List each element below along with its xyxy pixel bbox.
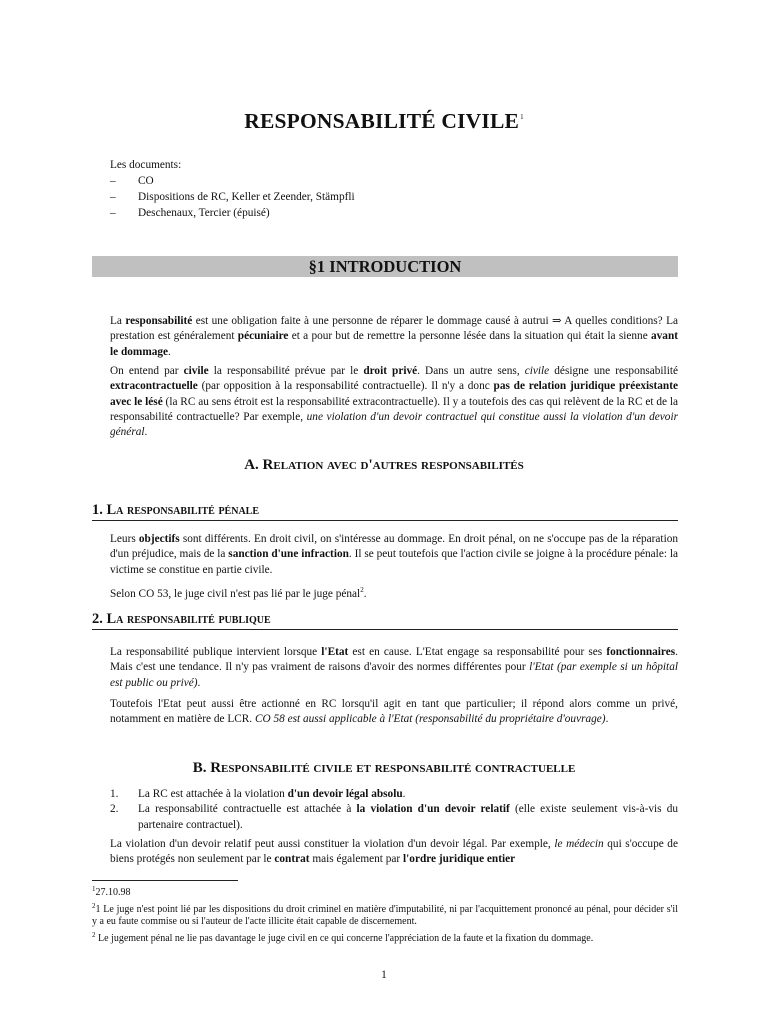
footnote-1: $^1$27.10.98 bbox=[92, 885, 131, 898]
section-banner-introduction: §1 INTRODUCTION bbox=[92, 256, 678, 277]
footnote-ref[interactable]: 2 bbox=[360, 586, 364, 594]
publique-paragraph-1: La responsabilité publique intervient lorsque l'Etat est en cause. L'Etat engage sa responsabilité pour ses fonctionnaires. Mais c'est une tendance. Il n'y pas vraiment de raisons d'avoir des normes différentes pour l'Etat (par exemple si un hôpital est public ou privé). bbox=[110, 646, 678, 689]
penale-paragraph-1: Leurs objectifs sont différents. En droit civil, on s'intéresse au dommage. En droit pénal, on ne s'occupe pas de la réparation d'un préjudice, mais de la sanction d'une infraction. Il se peut toutefois que l'action civile se joigne à la procédure pénale: la victime se constitue en partie civile. bbox=[110, 533, 679, 576]
list-item: 2. La responsabilité contractuelle est attachée à la violation d'un devoir relatif (elle existe seulement vis-à-vis du partenaire contractuel). bbox=[110, 803, 678, 831]
list-item: – CO bbox=[110, 175, 154, 187]
heading-a-relations: A. Relation avec d'autres responsabilités bbox=[244, 457, 524, 473]
footnote-separator bbox=[92, 880, 238, 881]
list-item: – Dispositions de RC, Keller et Zeender, Stämpfli bbox=[110, 191, 355, 203]
footnotes bbox=[92, 883, 678, 945]
intro-paragraph-2: On entend par civile la responsabilité prévue par le droit privé. Dans un autre sens, civile désigne une responsabilité extracontractuelle (par opposition à la responsabilité contractuelle). Il n'y a donc pas de relation juridique préexistante avec le lésé (la RC au sens étroit est la responsabilité extracontractuelle). Il y a toutefois des cas qui relèvent de la RC et de la responsabilité contractuelle? Par exemple, une violation d'un devoir contractuel qui constitue aussi la violation d'un devoir général. bbox=[110, 365, 678, 439]
penale-paragraph-2: Selon CO 53, le juge civil n'est pas lié par le juge pénal$^2$. bbox=[110, 586, 367, 600]
numbered-list bbox=[110, 787, 678, 833]
footnote-ref[interactable]: 1 bbox=[520, 113, 524, 121]
heading-responsabilite-publique: 2. La responsabilité publique bbox=[92, 612, 678, 630]
final-paragraph: La violation d'un devoir relatif peut aussi constituer la violation d'un devoir légal. Par exemple, le médecin qui s'occupe de biens protégés non seulement par le contrat mais également par l'ordre juridique entier bbox=[110, 838, 678, 866]
heading-responsabilite-penale: 1. La responsabilité pénale bbox=[92, 503, 678, 521]
list-item: – Deschenaux, Tercier (épuisé) bbox=[110, 207, 270, 219]
heading-b-rc-contractuelle: B. Responsabilité civile et responsabilité contractuelle bbox=[192, 760, 576, 776]
publique-paragraph-2: Toutefois l'Etat peut aussi être actionné en RC lorsqu'il agit en tant que particulier; il répond alors comme un privé, notamment en matière de LCR. CO 58 est aussi applicable à l'Etat (responsabilité du propriétaire d'ouvrage). bbox=[110, 698, 678, 726]
documents-label: Les documents: bbox=[110, 159, 182, 171]
list-item: 1. La RC est attachée à la violation d'un devoir légal absolu. bbox=[110, 788, 406, 800]
page-number: 1 bbox=[381, 969, 387, 981]
documents-list bbox=[110, 157, 355, 221]
document-title: RESPONSABILITÉ CIVILE$^1$ bbox=[244, 109, 524, 133]
footnote-2-continued: $^2$ Le jugement pénal ne lie pas davantage le juge civil en ce qui concerne l'appréciation de la faute et la fixation du dommage. bbox=[92, 930, 594, 944]
footnote-2: $^2$1 Le juge n'est point lié par les dispositions du droit criminel en matière d'imputabilité, ni par l'acquittement prononcé au pénal, pour décider s'il y a eu faute commise ou si l'auteur de l'acte illicite était capable de discernement. bbox=[92, 901, 678, 927]
intro-paragraph-1: La responsabilité est une obligation faite à une personne de réparer le dommage causé à autrui ⇒ A quelles conditions? La prestation est généralement pécuniaire et a pour but de remettre la personne lésée dans la situation qui était la sienne avant le dommage. bbox=[110, 315, 678, 358]
